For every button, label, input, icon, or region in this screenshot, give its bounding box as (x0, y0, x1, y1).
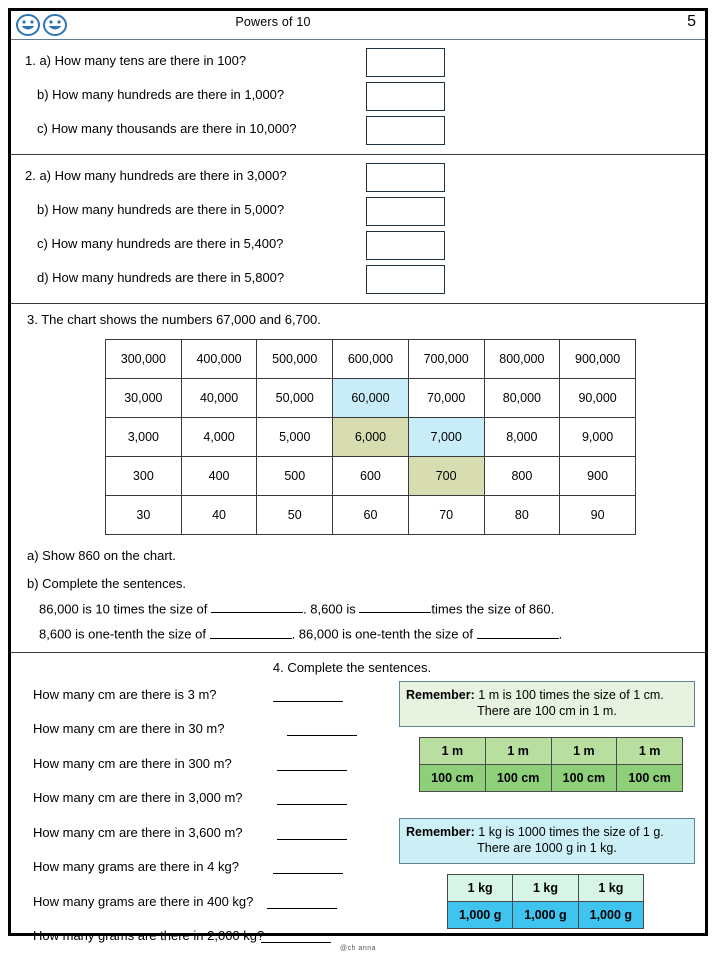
remember-box-kilograms (399, 818, 695, 864)
remember-label: Remember: (406, 824, 475, 839)
answer-blank[interactable] (261, 942, 331, 943)
chart-cell[interactable]: 60 (333, 496, 409, 535)
unit-table-cell: 1,000 g (448, 901, 513, 928)
question-4-row (11, 750, 391, 785)
chart-cell[interactable]: 500 (257, 457, 333, 496)
question-4-title: 4. Complete the sentences. (272, 659, 432, 675)
question-text: How many cm are there is 3 m? (33, 686, 217, 702)
chart-cell[interactable]: 80 (484, 496, 560, 535)
kilogram-conversion-table (447, 874, 644, 929)
question-text: How many cm are there in 300 m? (33, 755, 232, 771)
answer-blank[interactable] (273, 701, 343, 702)
chart-cell[interactable]: 60,000 (333, 379, 409, 418)
chart-cell[interactable]: 400,000 (181, 340, 257, 379)
answer-box[interactable] (366, 48, 445, 77)
answer-box[interactable] (366, 231, 445, 260)
chart-row (106, 457, 636, 496)
remember-line-1: 1 m is 100 times the size of 1 cm. (478, 687, 664, 702)
answer-blank[interactable] (277, 839, 347, 840)
answer-box[interactable] (366, 116, 445, 145)
question-4-row (11, 888, 391, 923)
question-row (11, 46, 705, 80)
question-4-row (11, 715, 391, 750)
question-4-row (11, 784, 391, 819)
unit-table-cell: 1 kg (448, 874, 513, 901)
unit-table-row (448, 901, 644, 928)
question-3-sentence-2 (39, 625, 705, 641)
chart-cell[interactable]: 900 (560, 457, 636, 496)
chart-cell[interactable]: 8,000 (484, 418, 560, 457)
question-text: c) How many thousands are there in 10,000? (37, 121, 297, 136)
question-text: How many grams are there in 2,000 kg? (33, 928, 265, 944)
chart-cell[interactable]: 4,000 (181, 418, 257, 457)
unit-table-cell: 1 m (551, 737, 617, 764)
question-row (11, 195, 705, 229)
question-text: How many grams are there in 400 kg? (33, 893, 254, 909)
answer-blank[interactable] (277, 804, 347, 805)
question-row (11, 80, 705, 114)
sentence-part: . 86,000 is one-tenth the size of (291, 626, 473, 642)
place-value-chart (105, 339, 636, 535)
unit-table-cell: 1 kg (578, 874, 643, 901)
question-text: How many cm are there in 3,000 m? (33, 790, 243, 806)
chart-row (106, 418, 636, 457)
chart-row (106, 379, 636, 418)
answer-blank[interactable] (267, 908, 337, 909)
unit-table-cell: 1 kg (513, 874, 578, 901)
unit-table-cell: 100 cm (551, 764, 617, 791)
question-text: c) How many hundreds are there in 5,400? (37, 236, 284, 251)
question-text: How many grams are there in 4 kg? (33, 859, 239, 875)
page-header (11, 11, 705, 40)
remember-label: Remember: (406, 687, 475, 702)
chart-cell[interactable]: 800,000 (484, 340, 560, 379)
chart-cell[interactable]: 300,000 (106, 340, 182, 379)
remember-line-1: 1 kg is 1000 times the size of 1 g. (478, 824, 664, 839)
chart-cell[interactable]: 400 (181, 457, 257, 496)
chart-cell[interactable]: 6,000 (333, 418, 409, 457)
unit-table-row (448, 874, 644, 901)
question-row (11, 263, 705, 297)
remember-line-2: There are 100 cm in 1 m. (477, 704, 617, 719)
question-text: b) How many hundreds are there in 1,000? (37, 87, 285, 102)
answer-box[interactable] (366, 197, 445, 226)
chart-row (106, 496, 636, 535)
chart-cell[interactable]: 80,000 (484, 379, 560, 418)
question-4-row (11, 853, 391, 888)
chart-cell[interactable]: 7,000 (408, 418, 484, 457)
answer-box[interactable] (366, 82, 445, 111)
chart-cell[interactable]: 700 (408, 457, 484, 496)
chart-cell[interactable]: 900,000 (560, 340, 636, 379)
question-4-row (11, 819, 391, 854)
chart-row (106, 340, 636, 379)
chart-cell[interactable]: 50 (257, 496, 333, 535)
page-number: 5 (687, 13, 696, 30)
worksheet-page (8, 8, 708, 952)
question-3a-text: a) Show 860 on the chart. (27, 548, 176, 563)
question-3-section (11, 303, 705, 652)
sentence-part: . (558, 626, 563, 642)
question-3-sentence-1 (39, 600, 705, 616)
question-text: 2. a) How many hundreds are there in 3,000? (25, 168, 287, 183)
answer-blank[interactable] (211, 600, 303, 613)
sentence-part: 8,600 is one-tenth the size of (39, 626, 206, 642)
unit-table-cell: 1 m (617, 737, 683, 764)
question-text: How many cm are there in 3,600 m? (33, 824, 243, 840)
chart-cell[interactable]: 90 (560, 496, 636, 535)
footer-credit: @ch anna (339, 945, 377, 952)
unit-table-cell: 1 m (420, 737, 486, 764)
unit-table-row (420, 737, 683, 764)
answer-box[interactable] (366, 265, 445, 294)
question-text: 1. a) How many tens are there in 100? (25, 53, 247, 68)
chart-cell[interactable]: 40 (181, 496, 257, 535)
question-4-row (11, 681, 391, 716)
page-title: Powers of 10 (235, 15, 311, 29)
chart-cell[interactable]: 9,000 (560, 418, 636, 457)
unit-table-cell: 100 cm (617, 764, 683, 791)
answer-blank[interactable] (210, 625, 292, 638)
place-value-chart-wrapper (105, 339, 705, 535)
chart-cell[interactable]: 600 (333, 457, 409, 496)
chart-cell[interactable]: 70,000 (408, 379, 484, 418)
answer-blank[interactable] (277, 770, 347, 771)
question-row (11, 161, 705, 195)
unit-table-cell: 1 m (485, 737, 551, 764)
answer-box[interactable] (366, 163, 445, 192)
chart-cell[interactable]: 800 (484, 457, 560, 496)
chart-cell[interactable]: 300 (106, 457, 182, 496)
sentence-part: times the size of 860. (431, 601, 555, 617)
question-1-section (11, 40, 705, 154)
metre-conversion-table (419, 737, 683, 792)
unit-table-cell: 1,000 g (578, 901, 643, 928)
question-2-section (11, 154, 705, 303)
question-text: How many cm are there in 30 m? (33, 721, 225, 737)
question-row (11, 229, 705, 263)
unit-table-cell: 100 cm (485, 764, 551, 791)
chart-cell[interactable]: 700,000 (408, 340, 484, 379)
chart-cell[interactable]: 70 (408, 496, 484, 535)
answer-blank[interactable] (273, 873, 343, 874)
question-4-section (11, 652, 705, 944)
question-3-title: 3. The chart shows the numbers 67,000 and 6,700. (27, 312, 321, 327)
unit-table-cell: 1,000 g (513, 901, 578, 928)
remember-box-metres (399, 681, 695, 727)
chart-cell[interactable]: 50,000 (257, 379, 333, 418)
chart-cell[interactable]: 90,000 (560, 379, 636, 418)
unit-table-cell: 100 cm (420, 764, 486, 791)
question-4-reference-panel (399, 681, 695, 929)
chart-cell[interactable]: 3,000 (106, 418, 182, 457)
chart-cell[interactable]: 30,000 (106, 379, 182, 418)
sentence-part: . 8,600 is (303, 601, 356, 617)
question-text: d) How many hundreds are there in 5,800? (37, 270, 285, 285)
question-text: b) How many hundreds are there in 5,000? (37, 202, 285, 217)
chart-cell[interactable]: 600,000 (333, 340, 409, 379)
chart-cell[interactable]: 500,000 (257, 340, 333, 379)
answer-blank[interactable] (477, 625, 559, 638)
question-3b-text: b) Complete the sentences. (27, 576, 186, 591)
sentence-part: 86,000 is 10 times the size of (39, 601, 208, 617)
question-row (11, 114, 705, 148)
unit-table-row (420, 764, 683, 791)
chart-cell[interactable]: 40,000 (181, 379, 257, 418)
remember-line-2: There are 1000 g in 1 kg. (477, 841, 617, 856)
answer-blank[interactable] (359, 600, 431, 613)
answer-blank[interactable] (287, 735, 357, 736)
question-4-question-list (11, 681, 391, 957)
chart-cell[interactable]: 30 (106, 496, 182, 535)
chart-cell[interactable]: 5,000 (257, 418, 333, 457)
